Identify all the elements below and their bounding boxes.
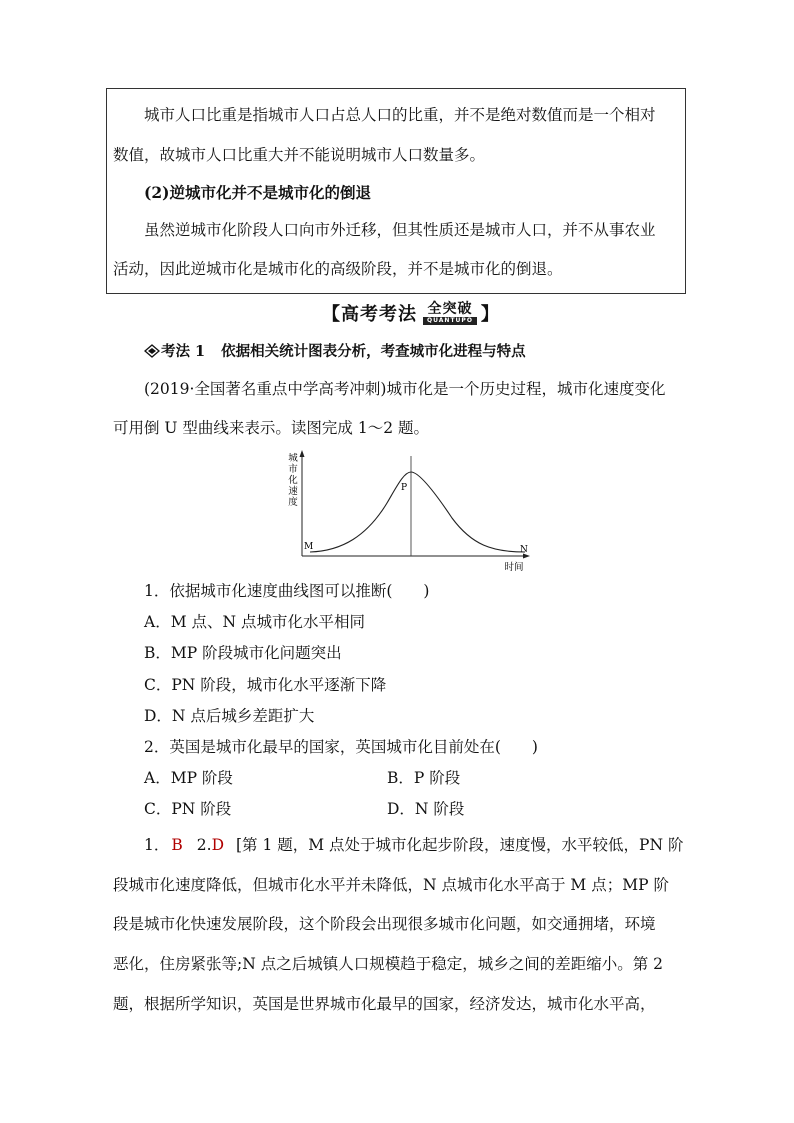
section-badge	[423, 301, 477, 325]
open-bracket: 【	[322, 304, 341, 325]
answer-1-letter: B	[171, 836, 183, 854]
intro-line-1: (2019·全国著名重点中学高考冲刺)城市化是一个历史过程，城市化速度变化	[144, 380, 666, 398]
answer-explanation-start: [第 1 题，M 点处于城市化起步阶段，速度慢，水平较低，PN 阶	[236, 836, 684, 854]
method-label: 考法 1	[161, 343, 206, 360]
question-2-option-c: C．PN 阶段	[144, 800, 232, 818]
question-1-stem: 1．依据城市化速度曲线图可以推断( )	[144, 582, 430, 600]
question-2-option-b: B．P 阶段	[387, 769, 461, 787]
close-bracket: 】	[480, 304, 500, 325]
point-label-m: M	[304, 542, 314, 552]
y-axis-arrow	[300, 450, 305, 457]
note-heading-2: (2)逆城市化并不是城市化的倒退	[144, 183, 371, 202]
note-paragraph-1-line-1: 城市人口比重是指城市人口占总人口的比重，并不是绝对数值而是一个相对	[144, 106, 656, 124]
y-axis-label-char: 城	[288, 453, 298, 464]
answer-line-5: 题，根据所学知识，英国是世界城市化最早的国家，经济发达，城市化水平高，	[113, 995, 656, 1013]
badge-top-text: 全突破	[427, 301, 473, 317]
y-axis-label-char: 市	[288, 464, 298, 475]
answer-line-2: 段城市化速度降低，但城市化水平并未降低，N 点城市化水平高于 M 点；MP 阶	[113, 876, 669, 894]
answer-line-4: 恶化，住房紧张等;N 点之后城镇人口规模趋于稳定，城乡之间的差距缩小。第 2	[113, 955, 664, 973]
intro-line-2: 可用倒 U 型曲线来表示。读图完成 1～2 题。	[113, 419, 429, 437]
question-1-option-d: D．N 点后城乡差距扩大	[144, 707, 315, 725]
section-title: 高考考法	[341, 304, 417, 325]
question-1-option-c: C．PN 阶段，城市化水平逐渐下降	[144, 676, 387, 694]
point-label-n: N	[520, 545, 528, 555]
method-text: 依据相关统计图表分析，考查城市化进程与特点	[221, 343, 526, 360]
question-2-option-a: A．MP 阶段	[144, 769, 233, 787]
answer-2-letter: D	[211, 836, 224, 854]
x-axis-label: 时间	[504, 562, 524, 573]
question-2-stem: 2．英国是城市化最早的国家，英国城市化目前处在( )	[144, 738, 538, 756]
point-label-p: P	[401, 483, 408, 493]
urbanization-curve	[310, 472, 525, 552]
note-paragraph-1-line-2: 数值，故城市人口比重大并不能说明城市人口数量多。	[113, 146, 486, 164]
answer-1-number: 1．	[144, 836, 170, 854]
badge-bottom-text: QUANTUPO	[423, 317, 477, 325]
question-1-option-b: B．MP 阶段城市化问题突出	[144, 644, 342, 662]
question-1-option-a: A．M 点、N 点城市化水平相同	[144, 613, 365, 631]
diamond-icon	[144, 344, 160, 358]
question-2-option-d: D．N 阶段	[387, 800, 465, 818]
answer-2-number: 2.	[196, 836, 212, 854]
y-axis-label	[288, 452, 298, 508]
section-header	[322, 300, 500, 326]
urbanization-speed-chart	[282, 448, 542, 578]
note-paragraph-2-line-1: 虽然逆城市化阶段人口向市外迁移，但其性质还是城市人口，并不从事农业	[144, 221, 656, 239]
answer-line-1	[144, 833, 683, 855]
y-axis-label-char: 速	[288, 486, 298, 497]
note-paragraph-2-line-2: 活动，因此逆城市化是城市化的高级阶段，并不是城市化的倒退。	[113, 260, 563, 278]
method-line	[144, 340, 526, 361]
y-axis-label-char: 化	[288, 475, 298, 486]
answer-line-3: 段是城市化快速发展阶段，这个阶段会出现很多城市化问题，如交通拥堵，环境	[113, 915, 656, 933]
y-axis-label-char: 度	[288, 497, 298, 508]
